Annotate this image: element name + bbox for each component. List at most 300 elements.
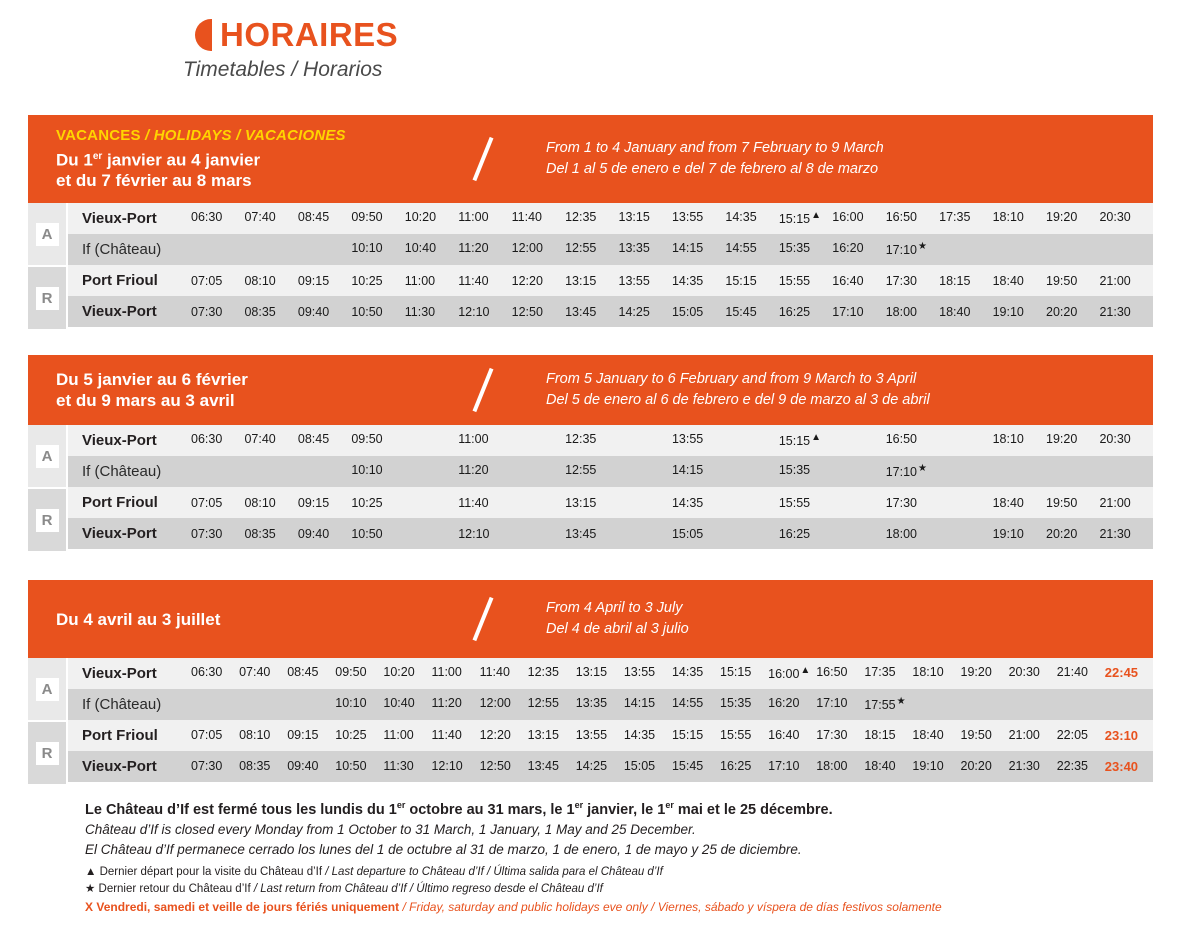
time-cells (191, 759, 1153, 774)
table-row (68, 234, 1153, 265)
schedule-table (28, 203, 1153, 329)
time-cell: 17:35 (939, 210, 971, 225)
time-cell: 11:00 (404, 273, 436, 288)
slash-divider-icon (428, 136, 538, 182)
stop-name: Vieux-Port (82, 525, 157, 542)
stop-name: Port Frioul (82, 727, 158, 744)
table-row (68, 658, 1153, 689)
time-cell: 21:00 (1099, 273, 1131, 288)
schedule-rows (66, 658, 1153, 784)
time-cell: 18:00 (885, 526, 917, 541)
time-cell (725, 527, 778, 541)
time-cell (619, 496, 672, 510)
time-cell (1046, 241, 1099, 257)
time-cell: 18:00 (816, 759, 848, 773)
time-cell: 14:25 (575, 759, 608, 773)
time-cell (191, 241, 244, 257)
schedule-rows (66, 425, 1153, 551)
time-cell: 17:30 (885, 273, 917, 288)
table-row (68, 689, 1153, 720)
time-cell: 14:35 (623, 728, 656, 742)
time-cell: 11:40 (431, 728, 462, 742)
band-period-translations (538, 369, 1153, 411)
time-cell: 22:35 (1056, 759, 1088, 773)
time-cell: 13:45 (527, 759, 559, 773)
time-cell: 15:15 (725, 273, 757, 288)
time-cell (619, 432, 672, 448)
section-header-band (28, 115, 1153, 203)
time-cell: 16:40 (832, 273, 864, 288)
direction-group-R (28, 267, 66, 329)
section-header-band (28, 580, 1153, 658)
triangle-icon: ▲ (800, 665, 811, 677)
time-cells (191, 305, 1153, 319)
time-cell: 09:15 (297, 495, 330, 510)
table-row (68, 203, 1153, 234)
time-cell: 08:45 (297, 210, 330, 225)
time-cell: 09:40 (287, 759, 319, 773)
time-cell: 09:15 (297, 273, 330, 288)
time-cell: 14:15 (671, 463, 704, 478)
time-cell (993, 463, 1046, 479)
table-row (68, 265, 1153, 296)
stop-name: Vieux-Port (82, 758, 157, 775)
time-cell: 11:20 (458, 241, 489, 256)
time-cell: 11:20 (431, 696, 462, 711)
direction-column (28, 658, 66, 784)
schedule-section-1 (28, 115, 1153, 329)
direction-column (28, 425, 66, 551)
time-cell: 15:55 (720, 728, 752, 742)
band-period-es: Del 5 de enero al 6 de febrero e del 9 de marzo al 3 de abril (546, 392, 930, 408)
time-cell: 18:40 (912, 728, 944, 742)
table-row (68, 518, 1153, 549)
section-header-band (28, 355, 1153, 425)
time-cell (239, 696, 287, 712)
time-cell: 11:30 (404, 304, 436, 319)
direction-badge-R: R (36, 742, 59, 765)
time-cell: 13:15 (618, 210, 650, 225)
band-period-line1: Du 4 avril au 3 juillet (56, 609, 221, 629)
direction-group-R (28, 489, 66, 551)
band-period-translations (538, 138, 1153, 180)
time-cell: 10:50 (351, 526, 383, 541)
time-cell: 08:35 (244, 526, 276, 541)
time-cell: 19:10 (992, 304, 1024, 319)
time-cell: 21:30 (1099, 526, 1131, 541)
time-cell: 14:35 (725, 210, 757, 225)
time-cell: 18:40 (939, 304, 971, 319)
time-cell: 20:20 (960, 759, 992, 773)
direction-group-A (28, 203, 66, 267)
time-cell: 16:50 (885, 210, 917, 225)
time-cell: 08:10 (239, 728, 271, 742)
time-cell: 17:10 (768, 759, 800, 773)
time-cell: 11:00 (458, 432, 489, 447)
time-cell: 22:05 (1056, 728, 1088, 742)
time-cell (1057, 696, 1105, 712)
footer-closure-fr: Le Château d’If est fermé tous les lundis du 1er octobre au 31 mars, le 1er janvier, le 1er mai et le 25 décembre. (85, 800, 833, 818)
time-cell (961, 696, 1009, 712)
time-cell (993, 241, 1046, 257)
time-cell: 15:35 (778, 463, 811, 478)
time-cell: 21:30 (1099, 304, 1131, 319)
time-cell: 18:40 (992, 495, 1024, 510)
time-cell: 18:10 (992, 210, 1024, 225)
time-cell: 07:40 (244, 432, 276, 447)
time-cell: 13:35 (575, 696, 608, 711)
time-cell: 19:20 (1046, 432, 1078, 447)
time-cell: 19:10 (992, 526, 1024, 541)
stop-name: Vieux-Port (82, 665, 157, 682)
time-cell (287, 696, 335, 712)
time-cell: 10:40 (404, 241, 437, 256)
half-circle-icon (195, 19, 212, 51)
time-cell: 18:40 (992, 273, 1024, 288)
time-cell: 10:50 (335, 759, 367, 773)
time-cell (725, 496, 778, 510)
time-cell: 07:05 (191, 273, 223, 288)
time-cell: 12:55 (527, 696, 559, 711)
time-cell: 16:50 (816, 665, 848, 680)
time-cell: 12:35 (527, 665, 559, 680)
time-cell: 18:10 (992, 432, 1024, 447)
footer-closure-en: Château d’If is closed every Monday from 1 October to 31 March, 1 January, 1 May and 25 December. (85, 821, 696, 837)
time-cell: 15:55 (778, 495, 811, 510)
stop-name: If (Château) (82, 241, 162, 258)
time-cell: 16:25 (778, 304, 811, 319)
time-cell: 20:20 (1046, 304, 1078, 319)
stop-name: If (Château) (82, 696, 162, 713)
time-cell: 14:25 (618, 304, 650, 319)
time-cell (512, 496, 565, 510)
time-cell: 06:30 (191, 432, 223, 447)
band-period-line2: et du 7 février au 8 mars (56, 171, 252, 191)
time-cell: 14:55 (725, 241, 757, 256)
time-cell: 15:05 (671, 526, 704, 541)
table-row (68, 296, 1153, 327)
time-cell: 13:15 (565, 273, 597, 288)
legend-triangle: ▲ Dernier départ pour la visite du Château d’If / Last departure to Château d’If / Última salida para el Château d’If (85, 865, 663, 878)
stop-name: Port Frioul (82, 272, 158, 289)
time-cell: 07:30 (191, 304, 223, 319)
time-cell: 13:55 (618, 273, 650, 288)
time-cell (405, 496, 458, 510)
time-cells (191, 496, 1153, 510)
time-cell: 16:40 (768, 728, 800, 742)
time-cells (191, 241, 1153, 257)
time-cell (832, 527, 885, 541)
time-cell: 10:10 (335, 696, 367, 711)
time-cell: 17:10 (816, 696, 848, 711)
time-cell: 12:55 (565, 241, 597, 256)
time-cell: 13:55 (623, 665, 656, 680)
time-cell: 15:55 (778, 273, 811, 288)
footer-notes (85, 795, 1145, 917)
time-cells (191, 274, 1153, 288)
time-cell: 12:20 (479, 728, 511, 742)
time-cell: 12:50 (479, 759, 511, 773)
band-period-en: From 1 to 4 January and from 7 February to 9 March (546, 140, 884, 156)
time-cell (725, 432, 778, 448)
time-cell: 09:50 (351, 210, 383, 225)
direction-badge-A: A (36, 223, 59, 246)
time-cell: 19:50 (1046, 495, 1078, 510)
time-cell: 17:35 (864, 665, 896, 680)
time-cell: 19:50 (960, 728, 992, 742)
time-cell: 20:30 (1008, 665, 1040, 680)
time-cell: 18:10 (912, 665, 944, 680)
legend-block (85, 864, 1145, 917)
time-cell: 06:30 (191, 210, 223, 225)
time-cell (939, 496, 992, 510)
time-cell: 21:40 (1056, 665, 1088, 680)
time-cell (832, 463, 885, 479)
time-cell (832, 496, 885, 510)
time-cell (939, 241, 992, 257)
time-cell (619, 463, 672, 479)
triangle-icon: ▲ (811, 432, 821, 444)
time-cell: 10:10 (351, 241, 383, 256)
star-icon: ★ (917, 463, 927, 475)
time-cell (1099, 463, 1152, 479)
time-cell (619, 527, 672, 541)
time-cell: 18:15 (939, 273, 971, 288)
band-period-en: From 5 January to 6 February and from 9 March to 3 April (546, 371, 917, 387)
time-cell (512, 432, 565, 448)
band-period-line1: Du 5 janvier au 6 février (56, 370, 248, 389)
time-cell: 22:45 (1104, 665, 1139, 681)
legend-star: ★ Dernier retour du Château d’If / Last return from Château d’If / Último regreso desde el Château d’If (85, 882, 603, 895)
time-cell (512, 463, 565, 479)
time-cell (1009, 696, 1057, 712)
time-cell: 15:35 (720, 696, 752, 711)
time-cell: 14:15 (671, 241, 704, 256)
time-cell: 08:45 (287, 665, 319, 680)
direction-column (28, 203, 66, 329)
time-cell: 10:25 (351, 273, 383, 288)
time-cells (191, 210, 1153, 226)
time-cell: 10:25 (351, 495, 383, 510)
time-cell (191, 696, 239, 712)
time-cell: 13:55 (671, 210, 704, 225)
time-cell: 07:40 (244, 210, 276, 225)
time-cell (405, 527, 458, 541)
stop-name: Vieux-Port (82, 432, 157, 449)
time-cell (1099, 241, 1152, 257)
time-cell: 16:00 (832, 210, 864, 225)
time-cell: 17:10★ (885, 241, 927, 258)
time-cell: 11:40 (511, 210, 542, 225)
time-cell: 14:15 (623, 696, 656, 711)
time-cell: 15:15 (671, 728, 704, 742)
time-cell: 09:40 (297, 526, 330, 541)
triangle-icon: ▲ (85, 865, 97, 878)
time-cell: 15:45 (725, 304, 757, 319)
time-cell (405, 463, 458, 479)
time-cell: 16:25 (778, 526, 811, 541)
time-cell: 11:40 (458, 495, 489, 510)
band-kicker: VACANCES / HOLIDAYS / VACACIONES (56, 126, 346, 144)
time-cell (191, 463, 244, 479)
band-period-fr (28, 609, 428, 630)
time-cell: 07:30 (191, 759, 223, 773)
stop-name: If (Château) (82, 463, 162, 480)
time-cell: 12:10 (431, 759, 463, 773)
time-cell: 20:30 (1099, 210, 1131, 225)
time-cell: 16:50 (885, 432, 917, 447)
time-cell: 14:55 (671, 696, 704, 711)
time-cell: 17:10★ (885, 463, 927, 480)
triangle-icon: ▲ (811, 210, 821, 222)
band-period-translations (538, 598, 1153, 640)
time-cell: 16:20 (768, 696, 800, 711)
time-cell: 19:20 (960, 665, 992, 680)
time-cell: 15:45 (671, 759, 704, 773)
time-cell: 18:15 (864, 728, 896, 742)
time-cell: 15:35 (778, 241, 811, 256)
time-cell: 11:40 (479, 665, 510, 680)
star-icon: ★ (917, 241, 927, 253)
time-cell: 08:10 (244, 273, 276, 288)
time-cell: 16:20 (832, 241, 864, 256)
stop-name: Vieux-Port (82, 210, 157, 227)
time-cells (191, 463, 1153, 479)
time-cells (191, 432, 1153, 448)
time-cell: 17:30 (816, 728, 848, 742)
time-cell: 10:40 (383, 696, 415, 711)
time-cell: 17:55★ (864, 696, 906, 713)
time-cell: 17:10 (832, 304, 864, 319)
time-cell: 15:05 (671, 304, 704, 319)
time-cell: 23:40 (1104, 759, 1139, 774)
time-cell (1105, 696, 1153, 712)
time-cell: 19:20 (1046, 210, 1078, 225)
time-cell: 08:45 (297, 432, 330, 447)
time-cell: 12:20 (511, 273, 543, 288)
schedule-table (28, 658, 1153, 784)
band-period-line1: Du 1er janvier au 4 janvier (56, 150, 261, 170)
slash-divider-icon (428, 367, 538, 413)
time-cell: 09:50 (351, 432, 383, 447)
time-cell: 11:00 (458, 210, 489, 225)
time-cell: 10:20 (404, 210, 437, 225)
time-cell: 08:35 (244, 304, 276, 319)
time-cell: 20:20 (1046, 526, 1078, 541)
time-cell: 18:00 (885, 304, 917, 319)
page-title: HORAIRES (220, 16, 399, 53)
time-cell (725, 463, 778, 479)
time-cell: 21:00 (1099, 495, 1131, 510)
schedule-section-3 (28, 580, 1153, 784)
time-cell (405, 432, 458, 448)
direction-group-R (28, 722, 66, 784)
page-subtitle: Timetables / Horarios (183, 58, 383, 81)
time-cell: 15:15▲ (778, 432, 821, 449)
time-cell: 14:35 (671, 495, 704, 510)
time-cell: 16:25 (720, 759, 752, 773)
star-icon: ★ (85, 882, 96, 895)
band-period-es: Del 1 al 5 de enero e del 7 de febrero al 8 de marzo (546, 161, 879, 177)
time-cell: 12:35 (565, 432, 597, 447)
band-period-en: From 4 April to 3 July (546, 600, 683, 616)
time-cell: 11:00 (431, 665, 462, 680)
x-marker: X (85, 899, 94, 914)
time-cell: 10:50 (351, 304, 383, 319)
direction-group-A (28, 425, 66, 489)
time-cells (191, 696, 1153, 712)
footer-closure-es: El Château d’If permanece cerrado los lunes del 1 de octubre al 31 de marzo, 1 de enero, 1 de mayo y 25 de diciembre. (85, 841, 802, 857)
band-period-fr (28, 127, 428, 192)
time-cell: 13:45 (565, 304, 597, 319)
time-cell (1046, 463, 1099, 479)
time-cell: 23:10 (1104, 728, 1139, 743)
direction-badge-R: R (36, 287, 59, 310)
time-cell (512, 527, 565, 541)
legend-x: X Vendredi, samedi et veille de jours fériés uniquement / Friday, saturday and public holidays eve only / Viernes, sábado y víspera de días festivos solamente (85, 899, 942, 914)
time-cell: 07:40 (239, 665, 271, 680)
time-cell: 12:55 (565, 463, 597, 478)
direction-group-A (28, 658, 66, 722)
direction-badge-A: A (36, 678, 59, 701)
time-cell: 12:00 (511, 241, 543, 256)
time-cell (298, 463, 351, 479)
time-cell: 16:00▲ (768, 665, 811, 682)
band-period-line2: et du 9 mars au 3 avril (56, 391, 235, 410)
table-row (68, 456, 1153, 487)
time-cell: 12:10 (458, 304, 490, 319)
stop-name: Port Frioul (82, 494, 158, 511)
time-cell: 09:40 (297, 304, 330, 319)
time-cell (939, 432, 992, 448)
time-cell: 17:30 (885, 495, 917, 510)
time-cell: 13:15 (527, 728, 559, 742)
time-cell (244, 463, 297, 479)
time-cell: 19:10 (912, 759, 944, 773)
table-row (68, 720, 1153, 751)
time-cells (191, 728, 1153, 743)
time-cell (939, 463, 992, 479)
schedule-table (28, 425, 1153, 551)
direction-badge-R: R (36, 509, 59, 532)
stop-name: Vieux-Port (82, 303, 157, 320)
page-title-block (183, 16, 399, 82)
time-cell: 12:50 (511, 304, 543, 319)
time-cell (912, 696, 960, 712)
schedule-rows (66, 203, 1153, 329)
time-cell: 10:20 (383, 665, 415, 680)
time-cell: 09:15 (287, 728, 319, 742)
time-cell: 11:20 (458, 463, 489, 478)
table-row (68, 425, 1153, 456)
time-cell: 12:35 (565, 210, 597, 225)
time-cell: 10:25 (335, 728, 367, 742)
time-cell: 09:50 (335, 665, 367, 680)
direction-badge-A: A (36, 445, 59, 468)
time-cell: 13:55 (671, 432, 704, 447)
time-cell: 18:40 (864, 759, 896, 773)
band-period-fr (28, 369, 428, 411)
time-cell: 11:00 (383, 728, 414, 742)
schedule-section-2 (28, 355, 1153, 551)
time-cell: 15:05 (623, 759, 656, 773)
time-cell: 14:35 (671, 273, 704, 288)
time-cell: 11:30 (383, 759, 414, 773)
time-cell: 15:15 (720, 665, 752, 680)
time-cell: 14:35 (671, 665, 704, 680)
time-cell: 12:10 (458, 526, 490, 541)
table-row (68, 751, 1153, 782)
